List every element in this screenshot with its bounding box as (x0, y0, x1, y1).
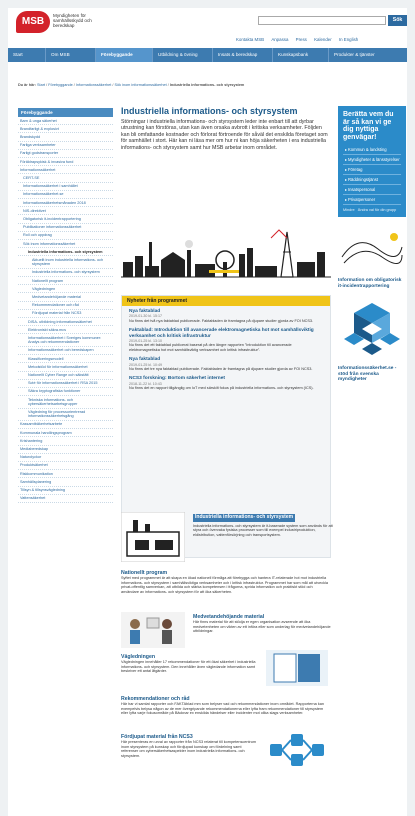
nav-om-msb[interactable]: Om MSB (46, 48, 96, 62)
main-column (121, 106, 331, 151)
top-link-contact[interactable]: Kontakta MSB (236, 37, 265, 42)
left-nav (18, 108, 113, 503)
content-area (8, 62, 407, 816)
block-text: Vägledningen innehåller 17 rekommendationer för ett ökat säkerhet i industriella informations- och styrsystem. Den innehåller även vägledande information samt beskriver ett antal åtgärder. (121, 660, 256, 673)
left-nav-item[interactable]: Krishantering (18, 437, 113, 445)
top-links (230, 37, 410, 42)
news-date: 2018-11-22 kl. 10:43 (129, 381, 162, 386)
block-text: Syftet med programmet är att skapa en ökad nationell förmåga att förebygga och hantera IT-relaterade hot mot industriella informations- och styrsystem i samhällsviktiga verksamheter och i kritisk infrastruktur. Programmet har som mål att utveckla privat-offentlig samverkan, att utbilda och stärka kompetensen i frågorna, sprida information och praktiskt stöd och användare av informations- och styrsystem för att öka säkerheten. (121, 576, 328, 594)
news-date: 2019-01-30 kl. 15:17 (129, 314, 162, 319)
promo-change-link[interactable]: Ändra val för din grupp (357, 208, 397, 213)
nav-insats[interactable]: Insats & beredskap (213, 48, 273, 62)
infosec-site-link[interactable]: Informationssäkerhet.se - stöd från svenska myndigheter (338, 366, 397, 383)
feature-block (193, 514, 333, 537)
incident-illustration-icon (338, 227, 406, 277)
left-nav-item[interactable]: Farligt godstransporter (18, 150, 113, 158)
block-rekommendationer (121, 696, 331, 716)
left-nav-item[interactable]: Informationssäkerhet (18, 166, 113, 174)
nav-forebyggande[interactable]: Förebyggande (96, 48, 153, 62)
feature-title[interactable]: Industriella informations- och styrsystem (195, 514, 294, 520)
left-nav-item[interactable]: Rekommendationer och råd (18, 302, 113, 310)
infosec-box (338, 299, 406, 383)
left-nav-item[interactable]: Roll och uppdrag (18, 232, 113, 240)
left-nav-item-current: Industriella informations- och styrsystem (18, 248, 113, 256)
left-nav-heading[interactable]: Förebyggande (18, 108, 113, 117)
news-title[interactable]: Faktablad: Introduktion till avancerade elektromagnetiska hot mot samhällsviktig verksamhet och kritisk infrastruktur (129, 328, 314, 339)
awareness-image (121, 612, 185, 648)
site-header (8, 8, 407, 48)
block-title[interactable]: Vägledningen (121, 654, 156, 660)
news-title[interactable]: Nya faktablad (129, 357, 161, 363)
feature-image (121, 512, 185, 562)
left-nav-item[interactable]: Informationssäkerhet.se (18, 191, 113, 199)
block-text: Här har vi samlat rapporter och FAKTAblad mm som belyser vad och rekommendationer inom området. Rapporterna kan exempelvis belysa någon av de mer övergripande rekommendationerna eller lyfta fram rekommendationer till styrsystem eller lyfta varje fokusområde på Bäcknar ex enskilda händelser eller incidenter mot olika slags verksamheter. (121, 702, 324, 715)
block-title[interactable]: Nationellt program (121, 570, 168, 576)
promo-list (343, 145, 401, 205)
search-button[interactable]: Sök (388, 15, 407, 26)
document-icon (266, 650, 328, 686)
news-title[interactable]: Nya faktablad (129, 309, 161, 314)
left-nav-item[interactable]: Fördjupat material från NCS3 (18, 310, 113, 318)
industrial-skyline-image (121, 222, 331, 288)
top-link-press[interactable]: Press (295, 37, 307, 42)
left-nav-item[interactable]: Industriella informations- och styrsystem (18, 269, 113, 277)
breadcrumb-item[interactable]: Start (37, 83, 46, 87)
left-nav-item[interactable]: Elektroniskt säkra.mcs (18, 326, 113, 334)
left-nav-item[interactable]: Metodstöd för informationssäkerhet (18, 363, 113, 371)
breadcrumb: Du är här: Start / Förebyggande / Informationssäkerhet / Sök inom informationssäkerhet / Industriella informations- och styrsystem (18, 83, 245, 87)
left-nav-item[interactable]: Vägledning för processorientrerad informationssäkerhetsgång (18, 409, 113, 421)
block-title[interactable]: Medvetandehöjande material (193, 614, 265, 620)
feature-text: Industriella informations- och styrsystem är it-baserade system som används för att styra och övervaka fysiska processer som till exempel industriproduktion, eldistribution, vattenförsörjning och transportsystem. (193, 523, 333, 537)
block-title[interactable]: Fördjupat material från NCS3 (121, 734, 193, 740)
left-nav-item[interactable]: Säkra kryptografiska funktioner (18, 388, 113, 396)
left-nav-item[interactable]: Informationssäkerhet i Sveriges kommuner: Analys och rekommendationer (18, 334, 113, 346)
left-nav-item[interactable]: Aktuellt inom industriella informations- och styrsystem (18, 256, 113, 268)
news-text: Nu finns det en rapport tillgänglig om IoT med särskilt fokus på industriella informations- och styrsystem (ICS). (129, 386, 314, 391)
nav-kunskapsbank[interactable]: Kunskapsbank (273, 48, 329, 62)
left-nav-item[interactable]: Sök inom informationssäkerhet (18, 240, 113, 248)
promo-less-link[interactable]: Mindre (343, 208, 355, 213)
left-nav-item[interactable]: Publikationer informationssäkerhet (18, 224, 113, 232)
left-nav-item[interactable]: Scté för informationssäkerhet i RSA 2015 (18, 380, 113, 388)
left-nav-item[interactable]: Riskkommunikation (18, 470, 113, 478)
promo-item[interactable]: ▸ Räddningstjänst (343, 175, 401, 185)
main-nav (8, 48, 407, 62)
hero-illustration (121, 222, 331, 288)
left-nav-item[interactable]: Obligatorisk it-incidentrapportering (18, 215, 113, 223)
block-title[interactable]: Rekommendationer och råd (121, 696, 190, 702)
news-title[interactable]: NCS3 forskning: Bortom säkerhet internet (129, 376, 225, 382)
block-vagledningen (121, 654, 259, 674)
breadcrumb-item[interactable]: Förebyggande (48, 83, 73, 87)
news-text: Nu finns det två nya faktablad publicerade. Faktabladen är framtagna på djupare studier gjorda av FOI NCS3. (129, 318, 314, 323)
cube-pattern-icon (338, 299, 406, 365)
left-nav-item[interactable]: Klassificeringsmodell (18, 355, 113, 363)
ncs3-image (266, 730, 328, 770)
incident-box (338, 227, 406, 289)
promo-item[interactable]: ▸ Kommun & landsting (343, 145, 401, 155)
left-nav-item[interactable]: Samhällsplanering (18, 478, 113, 486)
nav-utbildning[interactable]: Utbildning & övning (153, 48, 213, 62)
page-title: Industriella informations- och styrsystem (121, 106, 298, 116)
block-text: Här finns material för att stödja er egen organisation avseende att öka medvetenheten om vikten av ett införa eller som underlag för medvetandehöjande utbildningar. (193, 620, 331, 633)
audience-promo (338, 106, 406, 217)
search-input[interactable] (258, 16, 386, 25)
breadcrumb-prefix: Du är här: (18, 83, 36, 87)
top-link-calendar[interactable]: Kalender (314, 37, 332, 42)
left-nav-item[interactable]: Informationssäkerhet i samhället (18, 183, 113, 191)
block-nationellt-program (121, 570, 331, 594)
news-text: Nu finns det tre nya faktablad publicerade. Faktabladen är framtagna på djupare studier gjorda av FOI NCS3. (129, 366, 313, 371)
left-nav-item[interactable]: Barn & unga säkerhet (18, 117, 113, 125)
left-nav-item[interactable]: Tekniska informations- och cybersäkerhetsarbetsgrupper (18, 396, 113, 408)
left-nav-item[interactable]: Kommunala handlingsprogram (18, 429, 113, 437)
left-nav-item[interactable]: Naturolyckor (18, 454, 113, 462)
left-nav-list (18, 117, 113, 503)
page-ingress: Störningar i industriella informations- och styrsystem leder inte enbart till att dyrbar utrustning kan förstöras, utan kan även orsaka avbrott i kritiska verksamheter. Följden kan bli omfattande kostnader och förlorat förtroende för såväl det enskilda företaget som för samhället i stort. Här kan ni läsa mer om hur ni kan höja säkerheten i era industriella informations- och styrsystem samt hur MSB arbetar inom området. (121, 119, 328, 151)
people-icon (121, 612, 185, 648)
breadcrumb-item[interactable]: Sök inom informationssäkerhet (114, 83, 167, 87)
promo-title: Berätta vem du är så kan vi ge dig nyttiga genvägar! (343, 111, 394, 141)
left-nav-item[interactable]: Farliga verksamheter (18, 142, 113, 150)
left-nav-item[interactable]: CERT-SE (18, 174, 113, 182)
news-item (122, 325, 330, 354)
left-nav-item[interactable]: Informationssäkerhet och beredskapen (18, 347, 113, 355)
msb-logo[interactable] (16, 11, 92, 37)
logo-text: Myndigheten för samhällsskydd och beredskap (53, 13, 92, 29)
nav-start[interactable]: Start (8, 48, 46, 62)
news-date: 2019-01-25 kl. 13:10 (129, 338, 162, 343)
left-nav-item[interactable]: Tillsyn & tillsynsvägledning (18, 487, 113, 495)
promo-item[interactable]: ▸ Privatpersoner (343, 195, 401, 205)
left-nav-item[interactable]: Nationellt Cyber Range och säkstätt (18, 372, 113, 380)
promo-item[interactable]: ▸ Myndigheter & länsstyrelser (343, 155, 401, 165)
left-nav-item[interactable]: Informationssäkerhetsmånaden 2018 (18, 199, 113, 207)
left-nav-item[interactable]: Brandfarligt & explosivt (18, 125, 113, 133)
left-nav-item[interactable]: Mediaberedskap (18, 446, 113, 454)
factory-icon (121, 512, 185, 562)
news-item (122, 354, 330, 373)
promo-item[interactable]: ▸ Företag (343, 165, 401, 175)
left-nav-item[interactable]: Produktsäkerhet (18, 462, 113, 470)
news-text: Nu finns det ett faktablad publicerat baserat på den längre rapporten "Introduktion till avancerade elektromagnetiska hot mot samhällsviktig verksamhet och kritisk infrastruktur". (129, 343, 292, 352)
nav-produkter[interactable]: Produkter & tjänster (334, 52, 375, 57)
logo-mark: MSB (16, 11, 50, 33)
left-nav-item[interactable]: DISA- utbildning informationssäkerhet (18, 318, 113, 326)
left-nav-item[interactable]: Vägledningen (18, 285, 113, 293)
left-nav-item[interactable]: NIS-direktivet (18, 207, 113, 215)
breadcrumb-item[interactable]: Informationssäkerhet (75, 83, 112, 87)
top-link-adjust[interactable]: Anpassa (271, 37, 289, 42)
right-column (338, 106, 406, 383)
promo-footer (343, 208, 401, 212)
top-link-english[interactable]: In English (338, 37, 359, 42)
left-nav-item[interactable]: Föräldrapsykisk & invasiva fund (18, 158, 113, 166)
left-nav-item[interactable]: Nationellt program (18, 277, 113, 285)
block-ncs3 (121, 734, 259, 758)
block-medvetande (193, 614, 331, 634)
news-item (122, 373, 330, 392)
guide-image (266, 650, 328, 686)
left-nav-item[interactable]: Vattensäkerhet (18, 495, 113, 503)
news-heading: Nyheter från programmet (122, 296, 330, 306)
incident-reporting-link[interactable]: Information om obligatorisk it-incidentrapportering (338, 278, 402, 289)
network-icon (266, 730, 328, 770)
left-nav-item[interactable]: Brandskydd (18, 133, 113, 141)
promo-item[interactable]: ▸ Insatspersonal (343, 185, 401, 195)
left-nav-item[interactable]: Kassamtbäkerhetsarbete (18, 421, 113, 429)
block-text: Här presenteras en urval av rapporter från NCS3 relaterat till kompetenscentrum inom styrsystem på kunskap och fördjupad kunskap om fördelning samt referenser om cybersäkerhetsaspekter inom industriella informations- och styrsystem. (121, 740, 257, 758)
news-item (122, 306, 330, 325)
breadcrumb-current: Industriella informations- och styrsystem (169, 83, 245, 87)
news-date: 2019-01-25 kl. 10:49 (129, 362, 162, 367)
left-nav-item[interactable]: Medvetandehöjande material (18, 293, 113, 301)
